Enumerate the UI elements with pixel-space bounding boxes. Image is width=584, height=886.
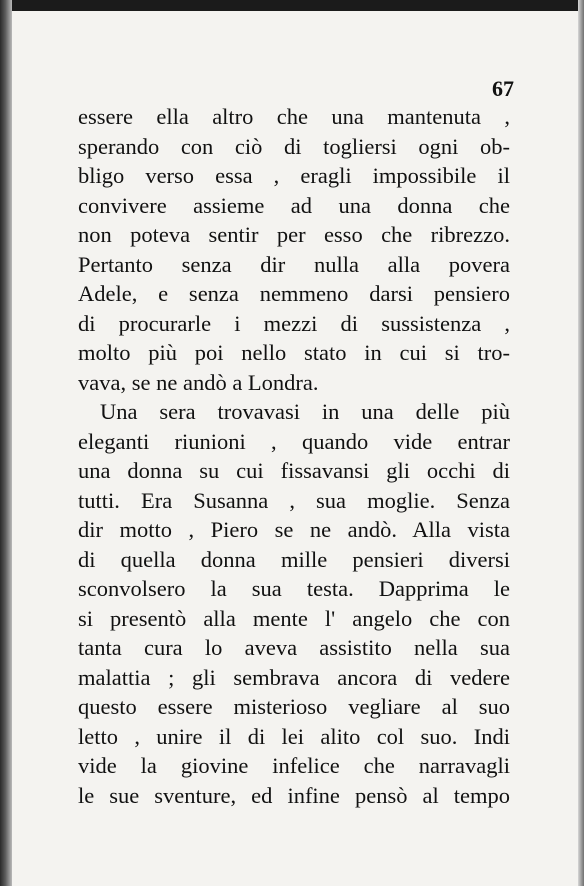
text-line: essere ella altro che una mantenuta ,	[78, 104, 510, 129]
text-line: le sue sventure, ed infine pensò al tempo	[78, 782, 510, 808]
text-line: eleganti riunioni , quando vide entrar	[78, 428, 510, 454]
text-line: dir motto , Piero se ne andò. Alla vista	[78, 517, 510, 542]
text-line: Adele, e senza nemmeno darsi pensiero	[78, 281, 510, 306]
text-line: una donna su cui fissavansi gli occhi di	[78, 458, 510, 483]
text-line: vide la giovine infelice che narravagli	[78, 753, 510, 778]
text-line: Pertanto senza dir nulla alla povera	[78, 251, 510, 277]
text-line: non poteva sentir per esso che ribrezzo.	[78, 222, 510, 247]
text-line: sperando con ciò di togliersi ogni ob-	[78, 133, 510, 159]
page-number: 67	[492, 76, 514, 101]
top-scan-edge	[0, 0, 584, 11]
text-line: convivere assieme ad una donna che	[78, 192, 510, 218]
text-line: bligo verso essa , eragli impossibile il	[78, 163, 510, 188]
left-scan-edge	[0, 0, 12, 886]
page-text	[78, 102, 510, 810]
text-line: di procurarle i mezzi di sussistenza ,	[78, 310, 510, 336]
right-scan-edge	[578, 0, 584, 886]
text-line: Una sera trovavasi in una delle più	[100, 399, 510, 424]
text-line: tanta cura lo aveva assistito nella sua	[78, 635, 510, 660]
text-line: questo essere misterioso vegliare al suo	[78, 694, 510, 719]
text-line: malattia ; gli sembrava ancora di vedere	[78, 664, 510, 690]
text-line: letto , unire il di lei alito col suo. Indi	[78, 723, 510, 749]
text-line: sconvolsero la sua testa. Dapprima le	[78, 576, 510, 601]
text-line: vava, se ne andò a Londra.	[78, 369, 319, 395]
text-line: molto più poi nello stato in cui si tro-	[78, 340, 510, 365]
text-line: di quella donna mille pensieri diversi	[78, 546, 510, 572]
text-line: si presentò alla mente l' angelo che con	[78, 605, 510, 631]
text-line: tutti. Era Susanna , sua moglie. Senza	[78, 487, 510, 513]
